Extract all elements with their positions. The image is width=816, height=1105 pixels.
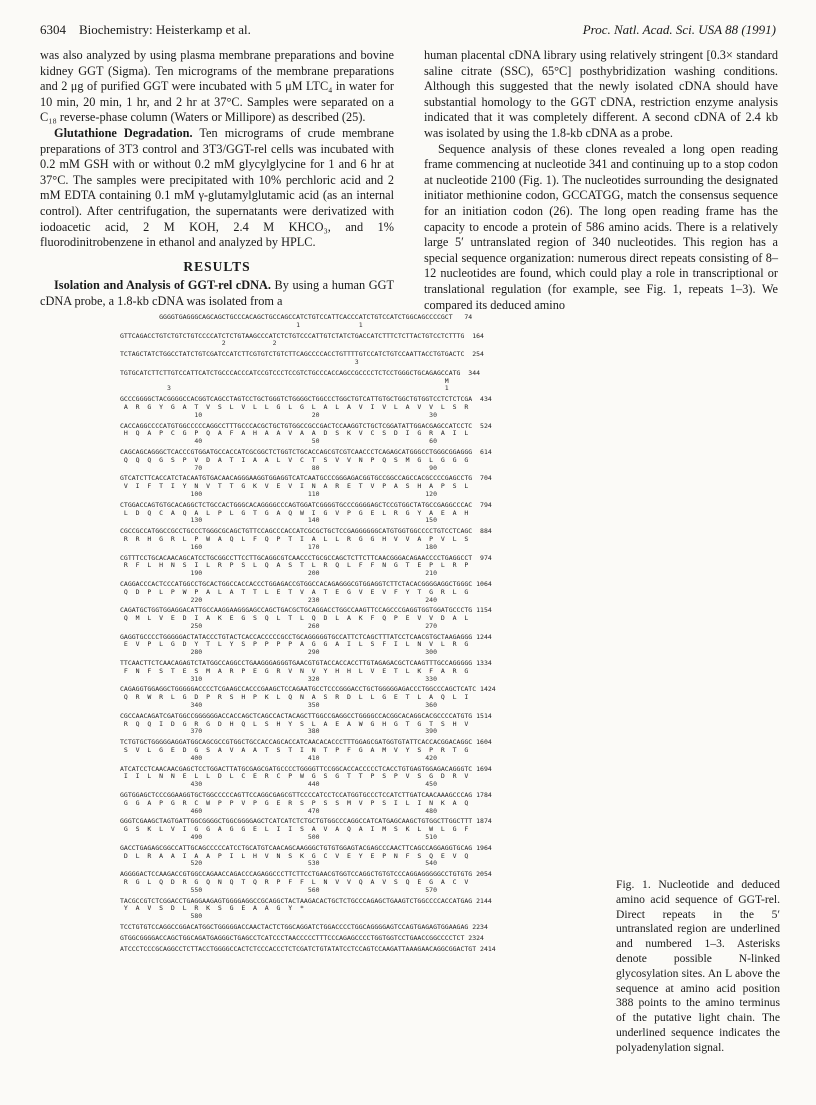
position-number-line: 220 230 240 — [120, 595, 437, 604]
amino-acid-line: G G A P G R C W P P V P G E R S P S S M V P S I L I N K A Q — [120, 798, 469, 807]
nucleotide-line: CAGCAGCAGGGCTCACCCGTGGATGCCACCATCGCGGCTCTGGTCTGCACCAGCGTCGTCAACCCTCAGAGCATGGGCCTGGGCGGAGGG 614 — [120, 447, 492, 456]
sequence-block — [120, 475, 740, 498]
sequence-block — [120, 396, 740, 419]
page-header — [40, 22, 776, 40]
page-number: 6304 — [40, 22, 66, 37]
nucleotide-line: TCTGTGCTGGGGGAGGATGGCAGCGCCGTGGCTGCCACCAGCACCATCAACACACCCTTTGGAGCGATGGTGTATTCACCACGGACAGGC 1604 — [120, 738, 492, 747]
amino-acid-line: R G L Q D R G Q N Q T Q R P F F L N V V Q A V S Q E G A C V — [120, 878, 469, 886]
sequence-block — [120, 555, 740, 578]
amino-acid-line: V I F T I Y N V T T G K V E V I N A R E T V P A S H A P S L — [120, 482, 469, 491]
amino-acid-line: R R H G R L P W A Q L F Q P T I A L L R G G H V V A P V L S — [120, 534, 469, 543]
nucleotide-line: CAGGACCCACTCCCATGGCCTGCACTGGCCACCACCCTGGAGACCGTGGCCACAGAGGGCGTGGAGGTCTTCTACACGGGGAGGCTGGGC 1064 — [120, 579, 492, 588]
sequence-block — [120, 845, 740, 868]
amino-acid-line: Q D P L P W P A L A T T L E T V A T E G V E V F Y T G R L G — [120, 587, 469, 596]
position-number-line: 310 320 330 — [120, 674, 437, 683]
position-number-line: 430 440 450 — [120, 780, 437, 789]
amino-acid-line: E V P L G D Y T L Y S P P P P A G G A I L S F I L N V L R G — [120, 640, 469, 649]
nucleotide-line: GTTCAGACCTGTCTGTCTGTCCCCATCTCTGTAAGCCCATCTCTGTCCCATTGTCTATCTGACCATCTTTCTCTTACTGTCCTCTTTG 164 — [120, 331, 484, 340]
paragraph-glutathione — [40, 126, 394, 251]
results-heading: RESULTS — [183, 258, 251, 274]
sequence-block — [120, 449, 740, 472]
amino-acid-line: R F L H N S I L R P S L Q A S T L R Q L F F N G T E P L R P — [120, 561, 469, 570]
position-number-line: 490 500 510 — [120, 833, 437, 842]
position-number-line: 520 530 540 — [120, 859, 437, 868]
sequence-block — [120, 581, 740, 604]
amino-acid-line: F N F S T E S M A R P E G R V N V Y H H L V E T L K F A R G — [120, 666, 469, 675]
nucleotide-line: GCCCGGGGCTACGGGGCCACGGTCAGCCTAGTCCTGCTGGGTCTGGGGCTGGCCCTGGCTGTCATTGTGCTGGCTGTGGTCCTCTCTCGA 434 — [120, 395, 492, 404]
position-number-line: 550 560 570 — [120, 885, 437, 894]
paragraph-isolation — [40, 278, 394, 309]
nucleotide-line: CGCCAACAGATCGATGGCCGGGGGGACCACCAGCTCAGCCACTACAGCTTGGCCGAGGCCTGGGGCCACGGCACAGGCACGCCCCATGTG 1514 — [120, 711, 492, 720]
position-number-line: 40 50 60 — [120, 437, 437, 446]
sequence-block — [120, 739, 740, 762]
nucleotide-line: CGTTTCCTGCACAACAGCATCCTGCGGCCTTCCTTGCAGGCGTCAACCCTGCGCCAGCTCTTCTTCAACGGGACAGAACCCCTGAGGCCT 974 — [120, 553, 492, 562]
nucleotide-line: GACCTGAGAGCGGCCATTGCAGCCCCCATCCTGCATGTCAACAGCAAGGGCTGTGTGGAGTACGAGCCCAACTTCAGCCAGGAGGTGCAG 1964 — [120, 843, 492, 852]
position-number-line: 370 380 390 — [120, 727, 437, 736]
paragraph-sequence-analysis: Sequence analysis of these clones revealed a long open reading frame commencing at nucleotide 341 and continuing up to a stop codon at nucleotide 2100 (Fig. 1). The nucleotides surrounding the designated initiator methionine codon, GCCATGG, match the consensus sequence for an initiation codon (26). The long open reading frame has the capacity to encode a protein of 586 amino acids. There is a relatively large 5′ untranslated region of 340 nucleotides. This region has a special sequence organization: numerous direct repeats consisting of 8–12 nucleotides are found, which could play a role in transcriptional or translational regulation (for example, see Fig. 1, repeats 1–3). We compared its deduced amino — [424, 141, 778, 312]
position-number-line: 160 170 180 — [120, 542, 437, 551]
sequence-block — [120, 660, 740, 683]
nucleotide-line: GTCATCTTCACCATCTACAATGTGACAACAGGGAAGGTGGAGGTCATCAATGCCCGGGAGACGGTGCCGGCCAGCCACGCCCCGAGCCTG 704 — [120, 474, 492, 483]
position-number-line: 1 1 — [120, 320, 363, 329]
position-number-line: 580 — [120, 912, 203, 921]
position-number-line: 280 290 300 — [120, 648, 437, 657]
nucleotide-line: TACGCCGTCTCGGACCTGAGGAAGAGTGGGGAGGCCGCAGGCTACTAAGACACTGCTCTGCCCAGAGCTGAAGTCTGGCCCCACCATGAG 2144 — [120, 896, 492, 905]
nucleotide-line: GTGGCGGGGACCAGCTGGCAGATGAGGGCTGAGCCTCATCCCTAACCCCCTTTCCCAGAGCCCCTGGTGGTCCTGAACCGGCCCCTCT 2324 — [120, 933, 484, 942]
sequence-block — [120, 634, 740, 657]
sequence-block — [120, 792, 740, 815]
caption-text: Nucleotide and deduced amino acid sequence of GGT-rel. Direct repeats in the 5′ untranslated region are underlined and numbered 1–3. Asterisks denote possible N-linked glycosylation sites. An L above the sequence at amino acid position 388 points to the amino terminus of the putative light chain. The underlined sequence indicates the polyadenylation signal. — [616, 878, 780, 1054]
nucleotide-line: GGGGTGAGGGCAGCAGCTGCCCACAGCTGCCAGCCATCTGTCCATTCACCCATCTGTCCATCTGGCAGCCCCGCT 74 — [120, 313, 473, 321]
sequence-block — [120, 686, 740, 709]
nucleotide-line: ATCCCTCCCGCAGGCCTCTTACCTGGGGCCACTCTCCCACCCTCTCGATCTGTATATCCTCCAGTCCAAGATTAAAGAACAGGCGGACTGT 2414 — [120, 944, 496, 953]
journal-citation: Proc. Natl. Acad. Sci. USA 88 (1991) — [582, 22, 776, 37]
right-column — [424, 48, 778, 313]
sequence-block — [120, 713, 740, 736]
position-number-line: 250 260 270 — [120, 621, 437, 630]
position-number-line: 400 410 420 — [120, 753, 437, 762]
sequence-block — [120, 333, 740, 349]
position-number-line: 10 20 30 — [120, 410, 437, 419]
nucleotide-line: TCTAGCTATCTGGCCTATCTGTCGATCCATCTTCGTGTCTGTCTTCAGCCCCACCTGTTTTGTCCATCTGTCCAATTACCTGTGACTC 254 — [120, 350, 484, 359]
position-number-line: 340 350 360 — [120, 701, 437, 710]
sequence-block — [120, 423, 740, 446]
position-number-line: 130 140 150 — [120, 516, 437, 525]
nucleotide-line: CACCAGGCCCCATGTGGCCCCCAGGCCTTTGCCCACGCTGCTGTGGCCGCCGACTCCAAGGTCTGCTCGGATATTGGACGAGCCATCCTC 524 — [120, 421, 492, 430]
sequence-block — [120, 766, 740, 789]
amino-acid-line: D L R A A I A A P I L H V N S K G C V E Y E P N F S Q E V Q — [120, 851, 469, 860]
nucleotide-line: CTGGACCAGTGTGCACAGGCTCTGCCACTGGGCACAGGGGCCCAGTGGATCGGGGTGCCCGGGGAGCTCCGTGGCTATGCCGAGGCCCAC 794 — [120, 500, 492, 509]
nucleotide-line: CAGATGCTGGTGGAGGACATTGCCAAGGAAGGGAGCCAGCTGACGCTGCAGGACCTGGCCAAGTTCCAGCCCGAGGTGGTGGATGCCCTG 1154 — [120, 606, 492, 615]
nucleotide-line: TCCTGTGTCCAGGCCGGACATGGCTGGGGGACCAACTACTCTGGCAGGATCTGGACCCCTGGCAGGGGAGTCCAGTGAGAGTGGAAGAG 2234 — [120, 922, 488, 931]
sequence-block — [120, 818, 740, 841]
isolation-heading: Isolation and Analysis of GGT-rel cDNA. — [54, 278, 271, 293]
amino-acid-line: H Q A P C G P Q A F A H A A V A A D S K V C S D I G R A I L — [120, 429, 469, 438]
sequence-block — [120, 607, 740, 630]
amino-acid-line: Y A V S D L R K S G E A A G Y * — [120, 904, 304, 913]
running-head-left — [40, 22, 251, 38]
position-number-line: 2 2 — [120, 339, 277, 348]
amino-acid-line: M — [120, 376, 449, 385]
sequence-block — [120, 528, 740, 551]
nucleotide-line: GGGTCGAAGCTAGTGATTGGCGGGGCTGGCGGGGAGCTCATCATCTCTGCTGTGGCCCAGGCCATCATGAGCAAGCTGTGGCTTGGCTTT 1874 — [120, 817, 492, 826]
amino-acid-line: S V L G E D G S A V A A T S T I N T P F G A M V Y S P R T G — [120, 746, 469, 755]
position-number-line: 100 110 120 — [120, 489, 437, 498]
nucleotide-line: GGTGGAGCTCCCGGAAGGTGCTGGCCCCCAGTTCCAGGCGAGCGTTCCCCATCCTCCATGGTGCCCTCCATCTTGATCAACAAAGCCCAG 1784 — [120, 791, 492, 800]
left-column — [40, 48, 394, 310]
caption-label: Fig. 1. — [616, 878, 651, 891]
sequence-block — [120, 370, 740, 393]
sequence-figure — [120, 314, 740, 956]
journal-section: Biochemistry: Heisterkamp et al. — [79, 22, 251, 37]
nucleotide-line: AGGGGACTCCAAGACCGTGGCCAGAACCAGACCCAGAGGCCCTTCTTCCTGAACGTGGTCCAGGCTGTGTCCCAGGAGGGGGCCTGTGTG 2054 — [120, 870, 492, 879]
amino-acid-line: Q M L V E D I A K E G S Q L T L Q D L A K F Q P E V V D A L — [120, 614, 469, 623]
amino-acid-line: L D Q C A Q A L P L G T G A Q W I G V P G E L R G Y A E A H — [120, 508, 469, 517]
amino-acid-line: Q Q Q G S P V D A T I A A L V C T S V V N P Q S M G L G G G — [120, 455, 469, 464]
isolation-body: By using a human GGT cDNA probe, a 1.8-kb cDNA was isolated from a — [40, 278, 394, 308]
figure-caption — [616, 878, 780, 1056]
glutathione-heading: Glutathione Degradation. — [54, 125, 193, 140]
position-number-line: 3 — [120, 357, 359, 366]
position-number-line: 190 200 210 — [120, 569, 437, 578]
amino-acid-line: A R G Y G A T V S L V L L G L G L A L A V I V L A V V L S R — [120, 402, 469, 411]
position-number-line: 3 1 — [120, 384, 449, 393]
nucleotide-line: CGCCGCCATGGCCGCCTGCCCTGGGCGCAGCTGTTCCAGCCCACCATCGCGCTGCTCCGAGGGGGGCATGTGGTGGCCCCTGTCCTCAGC 884 — [120, 527, 492, 536]
sequence-block — [120, 502, 740, 525]
sequence-block — [120, 314, 740, 330]
paragraph-hplc: was also analyzed by using plasma membrane preparations and bovine kidney GGT (Sigma). Ten micrograms of the membrane preparations and 2 μg of purified GGT were incubated with 5 μM LTC₄ in water for 10 min, 20 min, 1 hr, and 2 hr at 37°C. Samples were separated on a C₁₈ reverse-phase column (Waters or Millipore) as described (25). — [40, 48, 394, 125]
nucleotide-line: ATCATCCTCAACAACGAGCTCCTGGACTTATGCGAGCGATGCCCCTGGGGTTCCGGCACCACCCCCTCACCTGTGAGTGGAGACAGGGTC 1694 — [120, 764, 492, 773]
nucleotide-line: TTCAACTTCTCAACAGAGTCTATGGCCAGGCCTGAAGGGAGGGTGAACGTGTACCACCACCTTGTAGAGACGCTCAAGTTTGCCAGGGGG 1334 — [120, 659, 492, 668]
position-number-line: 460 470 480 — [120, 806, 437, 815]
sequence-block — [120, 351, 740, 367]
glutathione-body: Ten micrograms of crude membrane preparations of 3T3 control and 3T3/GGT-rel cells was incubated with 0.2 mM GSH with or without 0.2 mM glycylglycine for 1 and 6 hr at 37°C. The samples were precipitated with 10% perchloric acid and 2 mM EDTA containing 0.1 mM γ-glutamylglutamic acid (as an internal control). After centrifugation, the supernatants were derivatized with iodoacetic acid, 2 M KOH, 2.4 M KHCO₃, and 1% fluorodinitrobenzene in ethanol and analyzed by HPLC. — [40, 125, 394, 250]
amino-acid-line: Q R W R L G D P R S H P K L Q N A S R D L L G E T L A Q L I — [120, 693, 469, 702]
amino-acid-line: R Q Q I D G R G D H Q L S H Y S L A E A W G H G T G T S H V — [120, 719, 469, 728]
paragraph-library: human placental cDNA library using relatively stringent [0.3× standard saline citrate (SSC), 65°C] posthybridization washing conditions. Although this suggested that the newly isolated cDNA should have substantial homology to the GGT cDNA, restriction enzyme analysis indicated that it was completely different. A second cDNA of 2.4 kb was isolated by using the 1.8-kb cDNA as a probe. — [424, 48, 778, 140]
nucleotide-line: CAGAGGTGGAGGCTGGGGGACCCCTCGAAGCCACCCGAAGCTCCAGAATGCCTCCCGGGACCTGCTGGGGGAGACCCTGGCCCAGCTCATC 1424 — [120, 685, 496, 694]
position-number-line: 70 80 90 — [120, 463, 437, 472]
amino-acid-line: G S K L V I G G A G G E L I I S A V A Q A I M S K L W L G F — [120, 825, 469, 834]
amino-acid-line: I I L N N E L L D L C E R C P W G S G T T P S P V S G D R V — [120, 772, 469, 781]
nucleotide-line: GAGGTGCCCCTGGGGGACTATACCCTGTACTCACCACCCCCGCCTGCAGGGGGTGCCATTCTCAGCTTTATCCTCAACGTGCTAAGAGGG 1244 — [120, 632, 492, 641]
nucleotide-line: TGTGCATCTTCTTGTCCATTCATCTGCCCACCCATCCGTCCCTCCGTCTGCCCACCAGCCGCCCCTCTCCTGGGCTGCAGAGCCATG 344 — [120, 368, 481, 377]
